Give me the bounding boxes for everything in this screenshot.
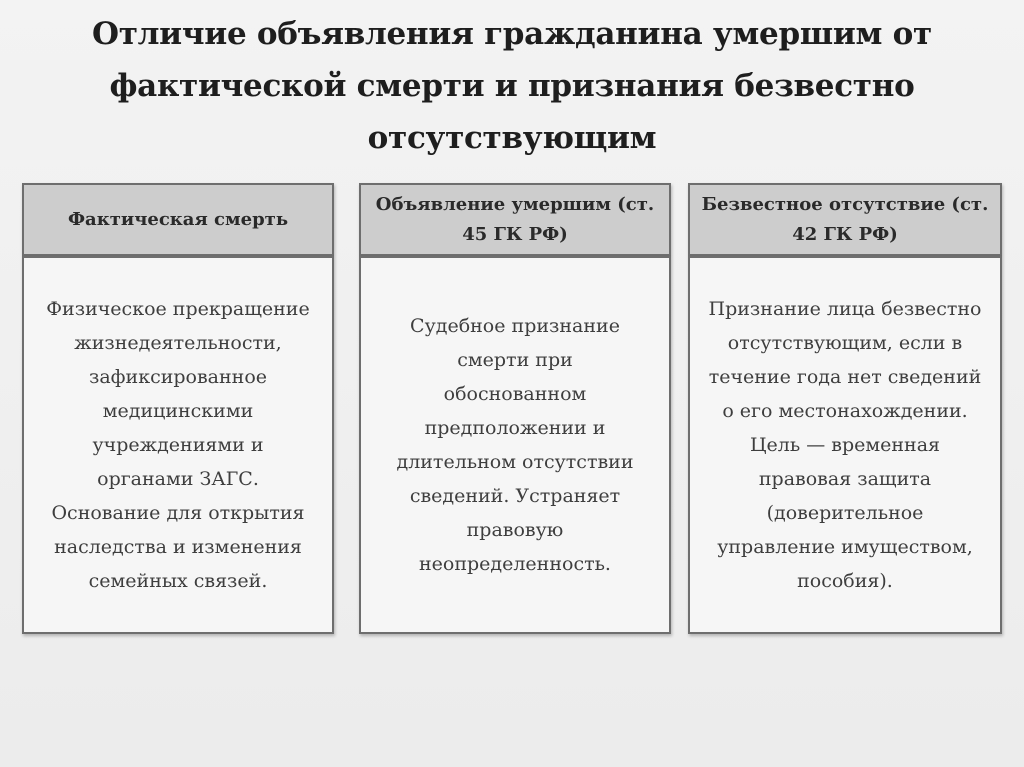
column-header-text: Фактическая смерть xyxy=(67,208,289,230)
column-header-text: Безвестное отсутствие (ст. 42 ГК РФ) xyxy=(701,193,989,245)
column-header xyxy=(359,183,671,256)
column-header xyxy=(22,183,334,256)
column-body xyxy=(359,256,671,634)
column-body-text: Признание лица безвестно отсутствующим, если в течение года нет сведений о его местонахождении. Цель — временная правовая защита (доверительное управление имуществом, пособия). xyxy=(708,298,982,592)
column-body xyxy=(688,256,1002,634)
column-body-text: Физическое прекращение жизнедеятельности, зафиксированное медицинскими учреждениями и органами ЗАГС. Основание для открытия наследства и изменения семейных связей. xyxy=(46,298,310,592)
column-body xyxy=(22,256,334,634)
column-header xyxy=(688,183,1002,256)
column-header-text: Объявление умершим (ст. 45 ГК РФ) xyxy=(375,193,655,245)
column-body-text: Судебное признание смерти при обоснованном предположении и длительном отсутствии сведений. Устраняет правовую неопределенность. xyxy=(396,315,634,575)
slide-title: Отличие объявления гражданина умершим от фактической смерти и признания безвестно отсутствующим xyxy=(92,16,932,156)
